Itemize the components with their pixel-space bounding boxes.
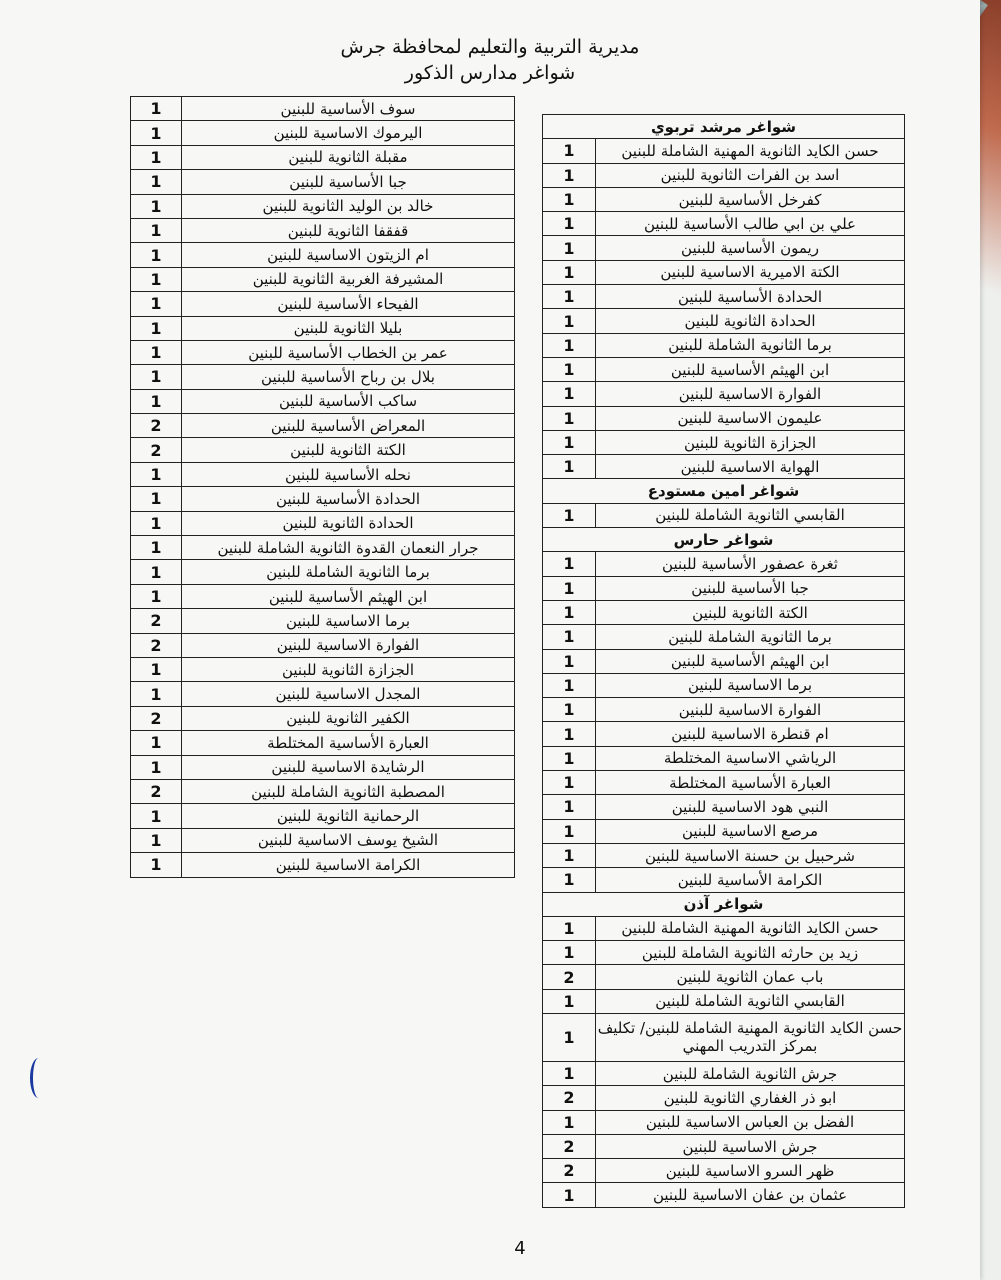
table-row bbox=[543, 868, 905, 892]
table-row bbox=[543, 382, 905, 406]
vacancy-count: 2 bbox=[131, 706, 182, 730]
school-name: شرحبيل بن حسنة الاساسية للبنين bbox=[596, 843, 905, 867]
left-vacancies-table bbox=[130, 96, 515, 878]
vacancy-count: 1 bbox=[543, 576, 596, 600]
vacancy-count: 1 bbox=[543, 236, 596, 260]
school-name: حسن الكايد الثانوية المهنية الشاملة للبنين bbox=[596, 916, 905, 940]
school-name: بلال بن رباح الأساسية للبنين bbox=[182, 365, 515, 389]
vacancy-count: 1 bbox=[131, 804, 182, 828]
vacancy-count: 1 bbox=[131, 682, 182, 706]
table-row bbox=[131, 633, 515, 657]
table-row bbox=[543, 576, 905, 600]
vacancy-count: 1 bbox=[131, 511, 182, 535]
vacancy-count: 1 bbox=[543, 698, 596, 722]
vacancy-count: 2 bbox=[131, 779, 182, 803]
school-name: برما الثانوية الشاملة للبنين bbox=[596, 625, 905, 649]
school-name: ثغرة عصفور الأساسية للبنين bbox=[596, 552, 905, 576]
table-row bbox=[543, 552, 905, 576]
table-row bbox=[131, 145, 515, 169]
school-name: المصطبة الثانوية الشاملة للبنين bbox=[182, 779, 515, 803]
table-row bbox=[543, 625, 905, 649]
vacancy-count: 1 bbox=[543, 916, 596, 940]
vacancy-count: 1 bbox=[543, 600, 596, 624]
school-name: سوف الأساسية للبنين bbox=[182, 97, 515, 121]
school-name: جرش الثانوية الشاملة للبنين bbox=[596, 1061, 905, 1085]
vacancy-count: 1 bbox=[543, 819, 596, 843]
vacancy-count: 2 bbox=[543, 965, 596, 989]
vacancy-count: 1 bbox=[131, 560, 182, 584]
vacancy-count: 1 bbox=[131, 853, 182, 877]
vacancy-count: 2 bbox=[543, 1086, 596, 1110]
vacancy-count: 1 bbox=[543, 309, 596, 333]
vacancy-count: 1 bbox=[543, 455, 596, 479]
school-name: كفرخل الأساسية للبنين bbox=[596, 187, 905, 211]
vacancy-count: 1 bbox=[131, 243, 182, 267]
table-row bbox=[131, 584, 515, 608]
table-row bbox=[543, 309, 905, 333]
table-row bbox=[543, 771, 905, 795]
table-row bbox=[543, 843, 905, 867]
school-name: الحدادة الثانوية للبنين bbox=[182, 511, 515, 535]
vacancy-count: 2 bbox=[131, 609, 182, 633]
table-row bbox=[543, 1086, 905, 1110]
vacancy-count: 1 bbox=[543, 260, 596, 284]
school-name: ابن الهيثم الأساسية للبنين bbox=[596, 649, 905, 673]
table-row bbox=[543, 746, 905, 770]
school-name: الكتة الثانوية للبنين bbox=[182, 438, 515, 462]
school-name: ابن الهيثم الأساسية للبنين bbox=[182, 584, 515, 608]
table-row bbox=[543, 1134, 905, 1158]
vacancy-count: 1 bbox=[543, 357, 596, 381]
table-row bbox=[543, 333, 905, 357]
document-subtitle: شواغر مدارس الذكور bbox=[404, 62, 576, 84]
section-header-row bbox=[543, 115, 905, 139]
vacancy-count: 1 bbox=[131, 462, 182, 486]
vacancy-count: 1 bbox=[543, 552, 596, 576]
vacancy-count: 1 bbox=[543, 163, 596, 187]
section-title: شواغر مرشد تربوي bbox=[543, 115, 905, 139]
section-title: شواغر امين مستودع bbox=[543, 479, 905, 503]
school-name: الكتة الاميرية الاساسية للبنين bbox=[596, 260, 905, 284]
school-name: علي بن ابي طالب الأساسية للبنين bbox=[596, 212, 905, 236]
vacancy-count: 1 bbox=[543, 285, 596, 309]
vacancy-count: 1 bbox=[131, 121, 182, 145]
table-row bbox=[131, 365, 515, 389]
vacancy-count: 1 bbox=[543, 795, 596, 819]
vacancy-count: 1 bbox=[543, 746, 596, 770]
vacancy-count: 2 bbox=[543, 1134, 596, 1158]
table-row bbox=[543, 187, 905, 211]
vacancy-count: 2 bbox=[543, 1159, 596, 1183]
school-name: الرحمانية الثانوية للبنين bbox=[182, 804, 515, 828]
vacancy-count: 1 bbox=[543, 382, 596, 406]
vacancy-count: 1 bbox=[543, 333, 596, 357]
table-row bbox=[131, 853, 515, 877]
table-row bbox=[543, 1110, 905, 1134]
section-header-row bbox=[543, 528, 905, 552]
school-name: النبي هود الاساسية للبنين bbox=[596, 795, 905, 819]
school-name: الكرامة الاساسية للبنين bbox=[182, 853, 515, 877]
right-vacancies-table bbox=[542, 114, 905, 1208]
table-row bbox=[543, 455, 905, 479]
school-name: الكتة الثانوية للبنين bbox=[596, 600, 905, 624]
vacancy-count: 1 bbox=[543, 430, 596, 454]
vacancy-count: 1 bbox=[131, 316, 182, 340]
vacancy-count: 1 bbox=[543, 212, 596, 236]
school-name: مرصع الاساسية للبنين bbox=[596, 819, 905, 843]
school-name: العبارة الأساسية المختلطة bbox=[182, 731, 515, 755]
vacancy-count: 1 bbox=[131, 340, 182, 364]
school-name: عثمان بن عفان الاساسية للبنين bbox=[596, 1183, 905, 1207]
table-row bbox=[131, 194, 515, 218]
school-name: الحدادة الثانوية للبنين bbox=[596, 309, 905, 333]
table-row bbox=[131, 121, 515, 145]
table-row bbox=[131, 243, 515, 267]
table-row bbox=[131, 828, 515, 852]
table-row bbox=[543, 139, 905, 163]
page-number: 4 bbox=[514, 1238, 526, 1259]
school-name: المشيرفة الغربية الثانوية للبنين bbox=[182, 267, 515, 291]
table-row bbox=[543, 698, 905, 722]
vacancy-count: 1 bbox=[131, 267, 182, 291]
table-row bbox=[543, 1159, 905, 1183]
table-row bbox=[543, 236, 905, 260]
vacancy-count: 2 bbox=[131, 633, 182, 657]
vacancy-count: 1 bbox=[131, 218, 182, 242]
school-name: نحله الأساسية للبنين bbox=[182, 462, 515, 486]
table-row bbox=[543, 1183, 905, 1207]
school-name: الشيخ يوسف الاساسية للبنين bbox=[182, 828, 515, 852]
table-row bbox=[543, 916, 905, 940]
school-name: اليرموك الاساسية للبنين bbox=[182, 121, 515, 145]
table-row bbox=[131, 511, 515, 535]
vacancy-count: 1 bbox=[543, 989, 596, 1013]
school-name: الحدادة الأساسية للبنين bbox=[182, 487, 515, 511]
school-name: جبا الأساسية للبنين bbox=[596, 576, 905, 600]
table-row bbox=[543, 357, 905, 381]
vacancy-count: 1 bbox=[131, 755, 182, 779]
table-row bbox=[131, 779, 515, 803]
vacancy-count: 1 bbox=[131, 828, 182, 852]
vacancy-count: 1 bbox=[131, 657, 182, 681]
school-name: الفوارة الاساسية للبنين bbox=[182, 633, 515, 657]
table-row bbox=[543, 163, 905, 187]
blue-pen-mark bbox=[30, 1058, 47, 1098]
school-name: زيد بن حارثه الثانوية الشاملة للبنين bbox=[596, 941, 905, 965]
school-name: المعراض الأساسية للبنين bbox=[182, 414, 515, 438]
vacancy-count: 1 bbox=[543, 1183, 596, 1207]
school-name: ابو ذر الغفاري الثانوية للبنين bbox=[596, 1086, 905, 1110]
school-name: القابسي الثانوية الشاملة للبنين bbox=[596, 503, 905, 527]
vacancy-count: 1 bbox=[131, 536, 182, 560]
table-row bbox=[543, 941, 905, 965]
vacancy-count: 1 bbox=[543, 1110, 596, 1134]
vacancy-count: 2 bbox=[131, 414, 182, 438]
vacancy-count: 1 bbox=[543, 1013, 596, 1061]
school-name: ام قنطرة الاساسية للبنين bbox=[596, 722, 905, 746]
table-row bbox=[543, 649, 905, 673]
school-name: عليمون الاساسية للبنين bbox=[596, 406, 905, 430]
table-row bbox=[543, 965, 905, 989]
school-name: مقبلة الثانوية للبنين bbox=[182, 145, 515, 169]
table-row bbox=[131, 218, 515, 242]
school-name: حسن الكايد الثانوية المهنية الشاملة للبنين/ تكليف بمركز التدريب المهني bbox=[596, 1013, 905, 1061]
table-row bbox=[131, 438, 515, 462]
school-name: ابن الهيثم الأساسية للبنين bbox=[596, 357, 905, 381]
section-header-row bbox=[543, 892, 905, 916]
school-name: الفضل بن العباس الاساسية للبنين bbox=[596, 1110, 905, 1134]
vacancy-count: 1 bbox=[543, 649, 596, 673]
school-name: جرار النعمان القدوة الثانوية الشاملة للبنين bbox=[182, 536, 515, 560]
table-row bbox=[543, 722, 905, 746]
table-row bbox=[543, 819, 905, 843]
school-name: الجزازة الثانوية للبنين bbox=[182, 657, 515, 681]
school-name: ساكب الأساسية للبنين bbox=[182, 389, 515, 413]
table-row bbox=[543, 430, 905, 454]
vacancy-count: 1 bbox=[131, 194, 182, 218]
school-name: الفيحاء الأساسية للبنين bbox=[182, 292, 515, 316]
vacancy-count: 1 bbox=[543, 843, 596, 867]
school-name: ريمون الأساسية للبنين bbox=[596, 236, 905, 260]
vacancy-count: 1 bbox=[543, 673, 596, 697]
table-row bbox=[543, 285, 905, 309]
table-row bbox=[131, 487, 515, 511]
vacancy-count: 1 bbox=[543, 625, 596, 649]
school-name: اسد بن الفرات الثانوية للبنين bbox=[596, 163, 905, 187]
school-name: خالد بن الوليد الثانوية للبنين bbox=[182, 194, 515, 218]
school-name: الرشايدة الاساسية للبنين bbox=[182, 755, 515, 779]
school-name: بليلا الثانوية للبنين bbox=[182, 316, 515, 340]
school-name: الرياشي الاساسية المختلطة bbox=[596, 746, 905, 770]
school-name: الكرامة الأساسية للبنين bbox=[596, 868, 905, 892]
table-row bbox=[543, 673, 905, 697]
table-row bbox=[131, 340, 515, 364]
table-row bbox=[131, 414, 515, 438]
school-name: ام الزيتون الاساسية للبنين bbox=[182, 243, 515, 267]
school-name: حسن الكايد الثانوية المهنية الشاملة للبنين bbox=[596, 139, 905, 163]
vacancy-count: 1 bbox=[131, 365, 182, 389]
table-row bbox=[543, 795, 905, 819]
section-title: شواغر حارس bbox=[543, 528, 905, 552]
school-name: برما الثانوية الشاملة للبنين bbox=[182, 560, 515, 584]
vacancy-count: 1 bbox=[131, 389, 182, 413]
table-row bbox=[543, 503, 905, 527]
table-row bbox=[543, 989, 905, 1013]
vacancy-count: 1 bbox=[543, 722, 596, 746]
school-name: المجدل الاساسية للبنين bbox=[182, 682, 515, 706]
school-name: جبا الأساسية للبنين bbox=[182, 170, 515, 194]
school-name: برما الثانوية الشاملة للبنين bbox=[596, 333, 905, 357]
vacancy-count: 1 bbox=[543, 868, 596, 892]
table-row bbox=[131, 706, 515, 730]
school-name: برما الاساسية للبنين bbox=[182, 609, 515, 633]
vacancy-count: 1 bbox=[543, 771, 596, 795]
table-row bbox=[131, 389, 515, 413]
table-row bbox=[131, 292, 515, 316]
vacancy-count: 1 bbox=[543, 1061, 596, 1085]
vacancy-count: 1 bbox=[543, 941, 596, 965]
table-row bbox=[543, 1061, 905, 1085]
table-row bbox=[543, 212, 905, 236]
vacancy-count: 1 bbox=[543, 406, 596, 430]
section-title: شواغر آذن bbox=[543, 892, 905, 916]
vacancy-count: 1 bbox=[131, 145, 182, 169]
table-row bbox=[131, 657, 515, 681]
school-name: باب عمان الثانوية للبنين bbox=[596, 965, 905, 989]
school-name: الجزازة الثانوية للبنين bbox=[596, 430, 905, 454]
school-name: جرش الاساسية للبنين bbox=[596, 1134, 905, 1158]
vacancy-count: 1 bbox=[131, 97, 182, 121]
vacancy-count: 1 bbox=[543, 139, 596, 163]
vacancy-count: 2 bbox=[131, 438, 182, 462]
table-row bbox=[131, 536, 515, 560]
vacancy-count: 1 bbox=[131, 292, 182, 316]
school-name: برما الاساسية للبنين bbox=[596, 673, 905, 697]
table-row bbox=[131, 560, 515, 584]
school-name: القابسي الثانوية الشاملة للبنين bbox=[596, 989, 905, 1013]
vacancy-count: 1 bbox=[543, 503, 596, 527]
vacancy-count: 1 bbox=[131, 731, 182, 755]
vacancy-count: 1 bbox=[543, 187, 596, 211]
directorate-title: مديرية التربية والتعليم لمحافظة جرش bbox=[340, 36, 640, 58]
table-row bbox=[543, 1013, 905, 1061]
table-row bbox=[131, 462, 515, 486]
school-name: الفوارة الاساسية للبنين bbox=[596, 382, 905, 406]
school-name: العبارة الأساسية المختلطة bbox=[596, 771, 905, 795]
vacancy-count: 1 bbox=[131, 584, 182, 608]
school-name: ظهر السرو الاساسية للبنين bbox=[596, 1159, 905, 1183]
vacancy-count: 1 bbox=[131, 170, 182, 194]
school-name: قفقفا الثانوية للبنين bbox=[182, 218, 515, 242]
table-row bbox=[543, 600, 905, 624]
table-row bbox=[131, 804, 515, 828]
school-name: الهواية الاساسية للبنين bbox=[596, 455, 905, 479]
table-row bbox=[131, 682, 515, 706]
table-row bbox=[131, 731, 515, 755]
school-name: عمر بن الخطاب الأساسية للبنين bbox=[182, 340, 515, 364]
table-row bbox=[131, 316, 515, 340]
school-name: الكفير الثانوية للبنين bbox=[182, 706, 515, 730]
section-header-row bbox=[543, 479, 905, 503]
table-row bbox=[131, 97, 515, 121]
table-row bbox=[131, 170, 515, 194]
school-name: الفوارة الاساسية للبنين bbox=[596, 698, 905, 722]
table-row bbox=[131, 267, 515, 291]
table-row bbox=[543, 260, 905, 284]
table-row bbox=[543, 406, 905, 430]
table-row bbox=[131, 609, 515, 633]
table-row bbox=[131, 755, 515, 779]
school-name: الحدادة الأساسية للبنين bbox=[596, 285, 905, 309]
vacancy-count: 1 bbox=[131, 487, 182, 511]
